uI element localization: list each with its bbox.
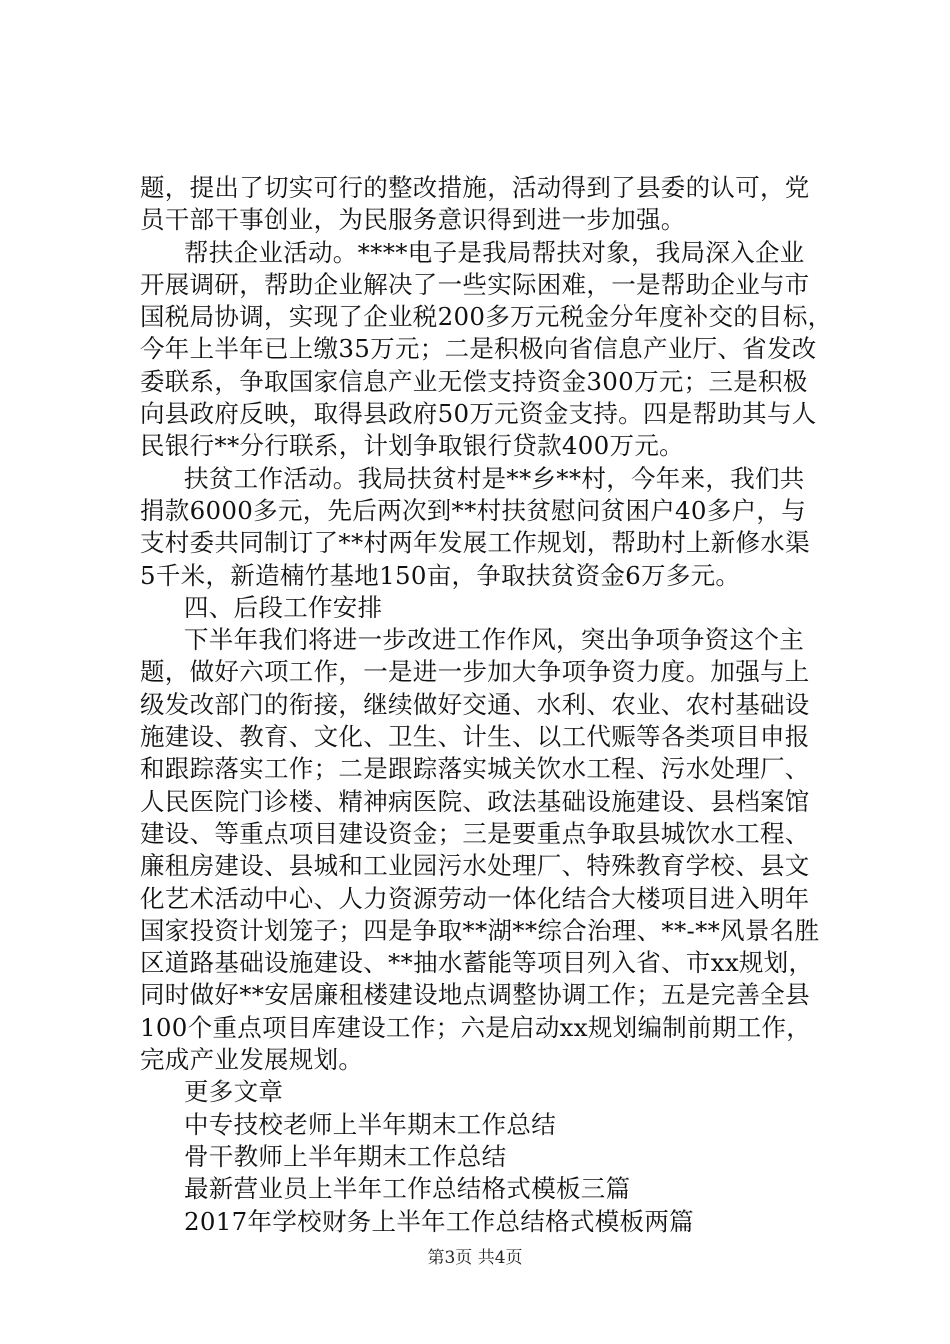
text-line: 民银行**分行联系，计划争取银行贷款400万元。 [140, 431, 684, 461]
text-line: 下半年我们将进一步改进工作作风，突出争项争资这个主 [184, 625, 804, 655]
paragraph-2 [140, 237, 840, 463]
paragraph-3 [140, 463, 840, 592]
text-line: 开展调研，帮助企业解决了一些实际困难，一是帮助企业与市 [140, 269, 810, 299]
article-link[interactable]: 骨干教师上半年期末工作总结 [184, 1141, 507, 1171]
text-line: 委联系，争取国家信息产业无偿支持资金300万元；三是积极 [140, 366, 808, 396]
text-line: 施建设、教育、文化、卫生、计生、以工代赈等各类项目申报 [140, 722, 810, 752]
text-line: 100个重点项目库建设工作；六是启动xx规划编制前期工作， [140, 1012, 812, 1042]
text-line: 题，做好六项工作，一是进一步加大争项争资力度。加强与上 [140, 657, 810, 687]
text-line: 向县政府反映，取得县政府50万元资金支持。四是帮助其与人 [140, 399, 817, 429]
text-line: 捐款6000多元，先后两次到**村扶贫慰问贫困户40多户，与 [140, 495, 807, 525]
article-link[interactable]: 2017年学校财务上半年工作总结格式模板两篇 [184, 1206, 694, 1236]
text-line: 扶贫工作活动。我局扶贫村是**乡**村，今年来，我们共 [184, 463, 805, 493]
text-line: 级发改部门的衔接，继续做好交通、水利、农业、农村基础设 [140, 689, 810, 719]
text-line: 员干部干事创业，为民服务意识得到进一步加强。 [140, 205, 686, 235]
text-line: 5千米，新造楠竹基地150亩，争取扶贫资金6万多元。 [140, 560, 741, 590]
text-line: 完成产业发展规划。 [140, 1045, 364, 1075]
text-line: 国税局协调，实现了企业税200多万元税金分年度补交的目标， [140, 302, 833, 332]
paragraph-1 [140, 172, 840, 237]
text-line: 帮扶企业活动。****电子是我局帮扶对象，我局深入企业 [184, 237, 805, 267]
text-line: 同时做好**安居廉租楼建设地点调整协调工作；五是完善全县 [140, 980, 810, 1010]
article-link[interactable]: 最新营业员上半年工作总结格式模板三篇 [184, 1174, 631, 1204]
page-number: 第3页 共4页 [427, 1248, 523, 1268]
document-body [140, 172, 840, 1238]
text-line: 化艺术活动中心、人力资源劳动一体化结合大楼项目进入明年 [140, 883, 810, 913]
text-line: 和跟踪落实工作；二是跟踪落实城关饮水工程、污水处理厂、 [140, 754, 810, 784]
text-line: 支村委共同制订了**村两年发展工作规划，帮助村上新修水渠 [140, 528, 810, 558]
more-articles [140, 1076, 840, 1237]
section-heading [140, 592, 840, 624]
article-link[interactable]: 中专技校老师上半年期末工作总结 [184, 1109, 556, 1139]
text-line: 四、后段工作安排 [184, 592, 383, 622]
text-line: 建设、等重点项目建设资金；三是要重点争取县城饮水工程、 [140, 818, 810, 848]
text-line: 今年上半年已上缴35万元；二是积极向省信息产业厅、省发改 [140, 334, 817, 364]
more-articles-heading: 更多文章 [184, 1077, 284, 1107]
text-line: 人民医院门诊楼、精神病医院、政法基础设施建设、县档案馆 [140, 786, 810, 816]
paragraph-4 [140, 624, 840, 1076]
text-line: 题，提出了切实可行的整改措施，活动得到了县委的认可，党 [140, 173, 810, 202]
text-line: 国家投资计划笼子；四是争取**湖**综合治理、**-**风景名胜 [140, 915, 820, 945]
text-line: 区道路基础设施建设、**抽水蓄能等项目列入省、市xx规划， [140, 948, 814, 978]
text-line: 廉租房建设、县城和工业园污水处理厂、特殊教育学校、县文 [140, 851, 810, 881]
